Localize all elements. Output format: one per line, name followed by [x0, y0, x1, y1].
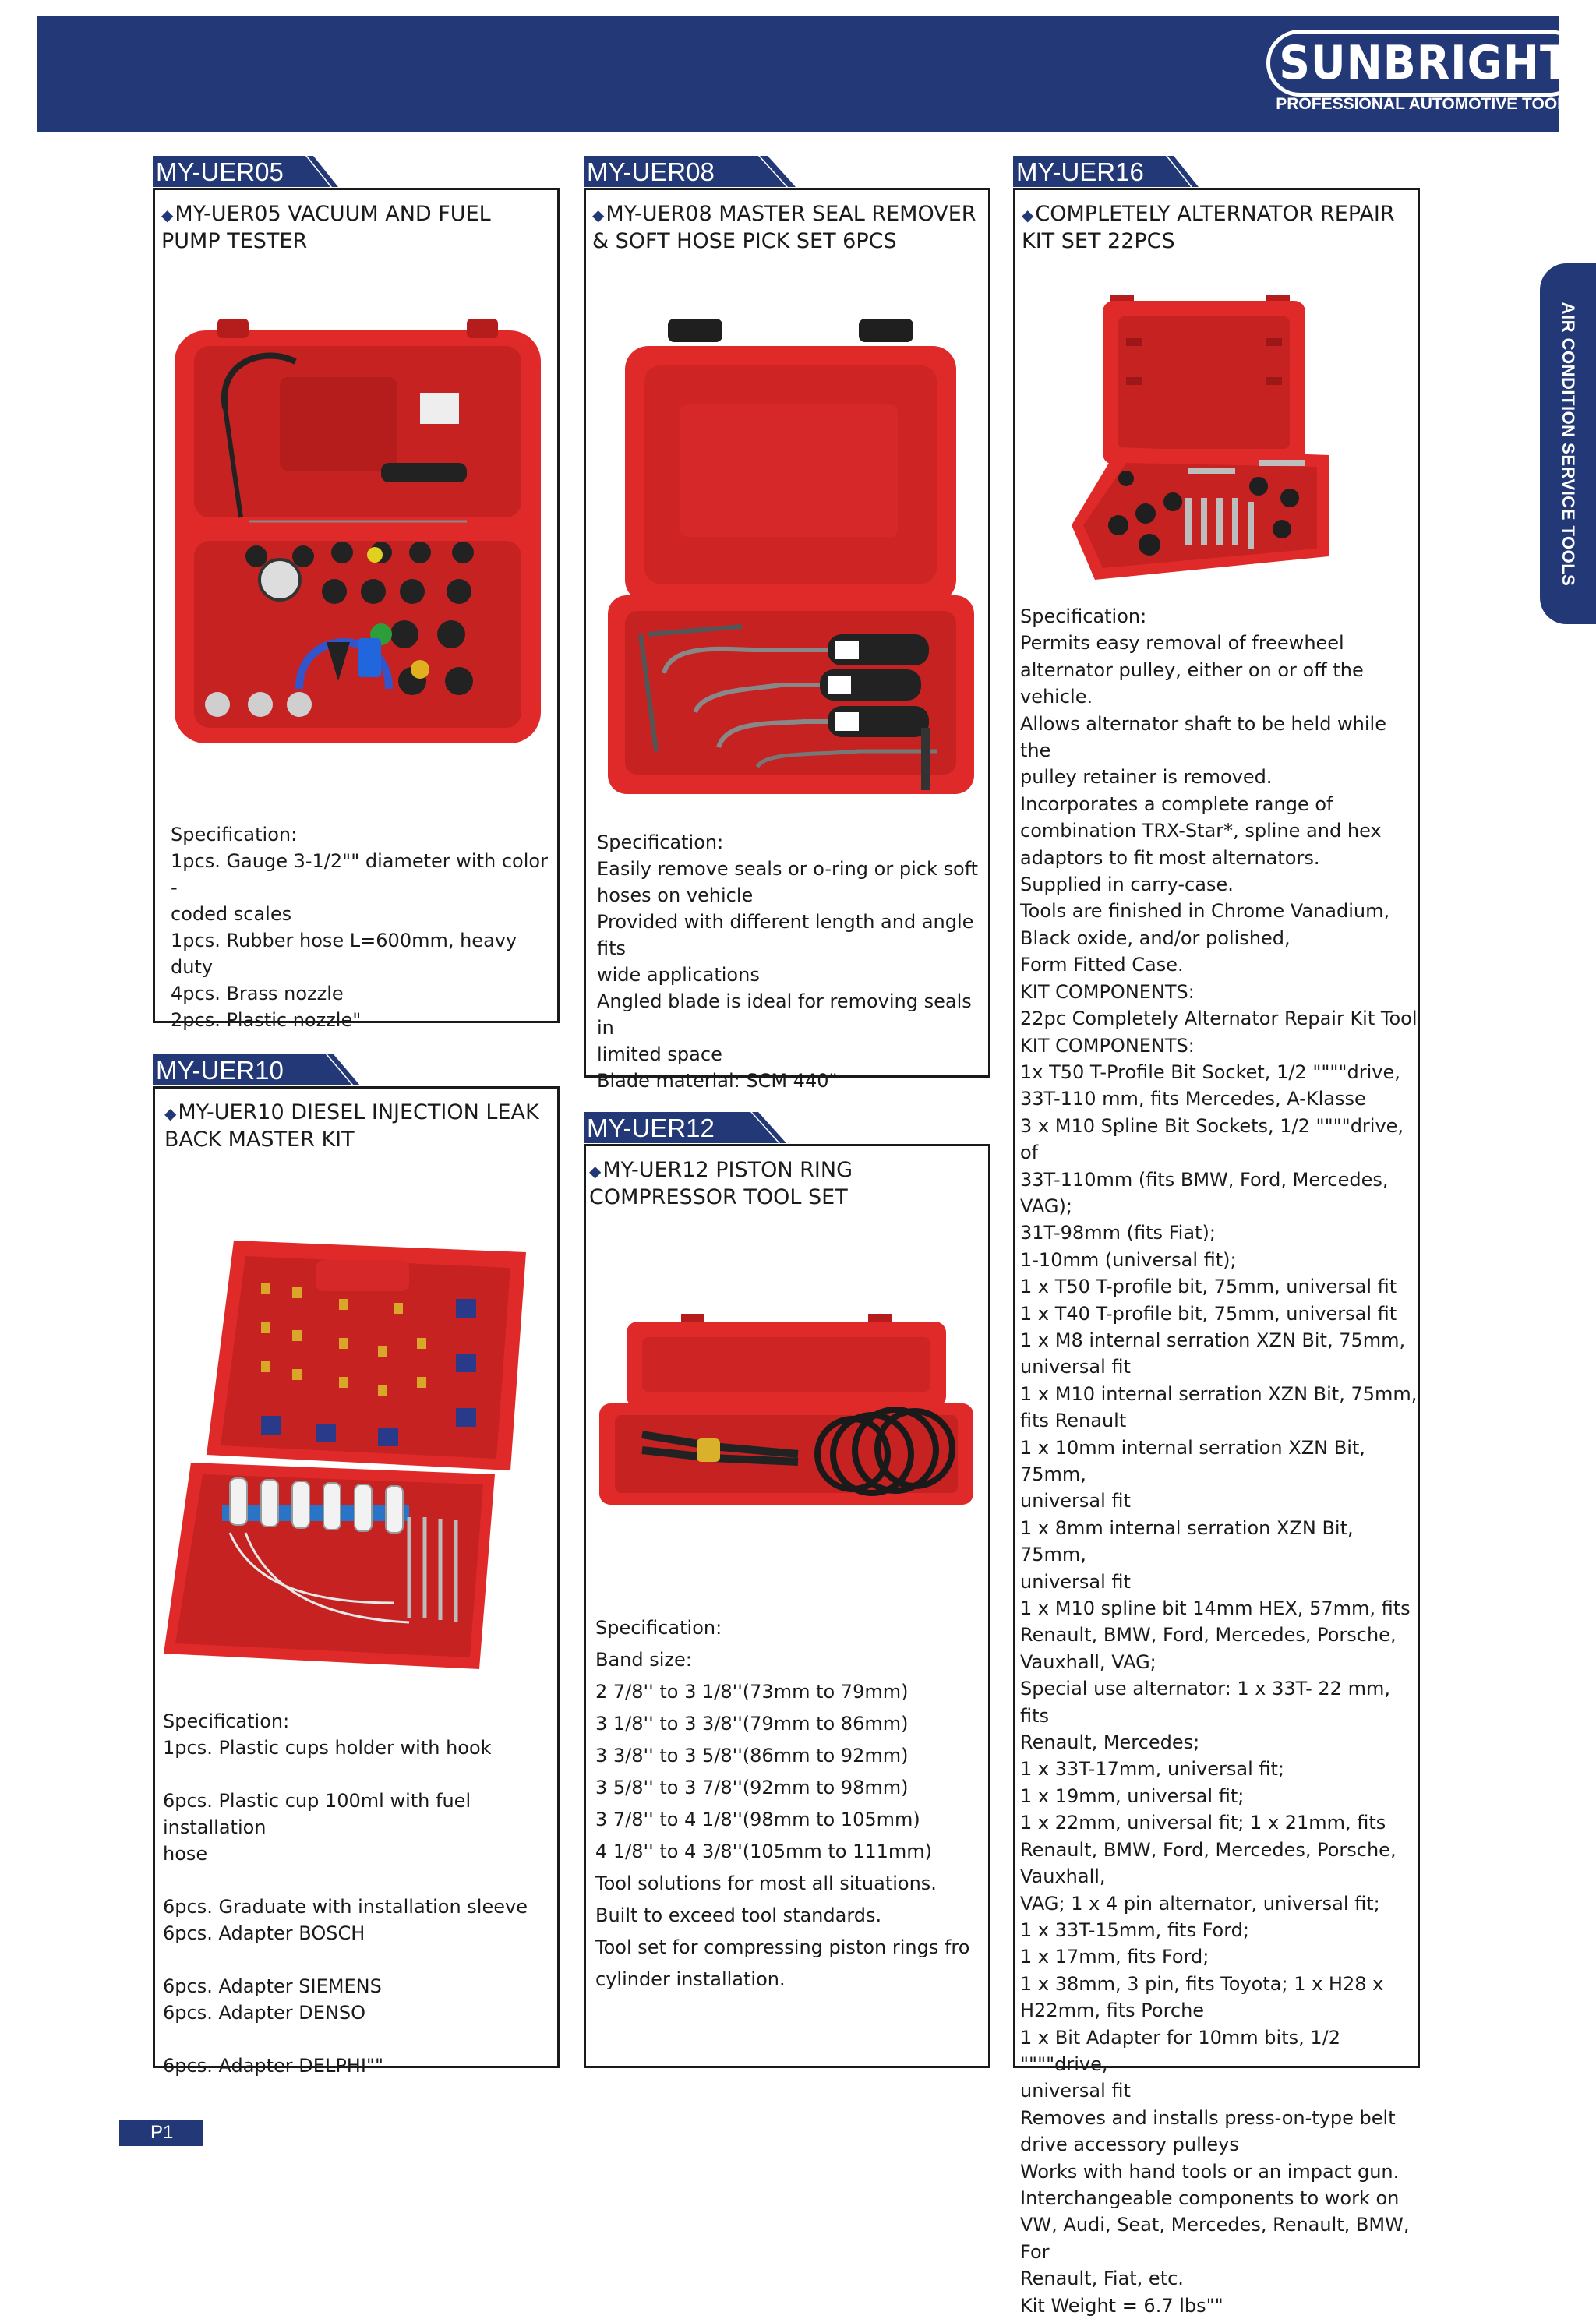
product-title: ◆COMPLETELY ALTERNATOR REPAIR KIT SET 22PCS — [1022, 202, 1395, 253]
product-panel-uer05 — [153, 188, 560, 1031]
category-side-tab — [1540, 263, 1596, 624]
diamond-bullet-icon: ◆ — [161, 206, 174, 224]
product-code: MY-UER08 — [587, 157, 715, 186]
product-photo-uer05 — [171, 315, 543, 747]
header-banner — [37, 16, 1578, 132]
product-spec: Specification: Easily remove seals or o-ring or pick soft hoses on vehicle Provided with different length and angle fits wide applications Angled blade is ideal for removing seals in limited space Blade material: SCM 440" — [597, 831, 979, 1092]
product-code: MY-UER16 — [1016, 157, 1144, 186]
diamond-bullet-icon: ◆ — [1022, 206, 1034, 224]
product-panel-uer10 — [153, 1086, 560, 2077]
product-spec: Specification: Band size: 2 7/8'' to 3 1/8''(73mm to 79mm) 3 1/8'' to 3 3/8''(79mm to 86mm) 3 3/8'' to 3 5/8''(86mm to 92mm) 3 5/8'' to 3 7/8''(92mm to 98mm) 3 7/8'' to 4 1/8''(98mm to 105mm) 4 1/8'' to 4 3/8''(105mm to 111mm) Tool solutions for most all situations. Built to exceed tool standards. Tool set for compressing piston rings fro cylinder installation. — [595, 1617, 970, 1990]
product-title: ◆MY-UER08 MASTER SEAL REMOVER & SOFT HOSE PICK SET 6PCS — [592, 202, 976, 253]
product-tag-uer12 — [584, 1112, 794, 1146]
product-code: MY-UER12 — [587, 1114, 715, 1142]
product-photo-uer12 — [595, 1310, 977, 1512]
product-tag-uer05 — [153, 156, 340, 190]
category-label: AIR CONDITION SERVICE TOOLS — [1559, 302, 1578, 586]
page-number: P1 — [119, 2120, 203, 2146]
product-code: MY-UER10 — [156, 1056, 284, 1085]
diamond-bullet-icon: ◆ — [592, 206, 605, 224]
product-photo-uer08 — [602, 315, 979, 798]
brand-name: SUNBRIGHT — [1279, 36, 1570, 90]
product-spec: Specification: 1pcs. Gauge 3-1/2"" diameter with color - coded scales 1pcs. Rubber hose L=600mm, heavy duty 4pcs. Brass nozzle 2pcs. Plastic nozzle" — [171, 824, 548, 1031]
product-title: ◆MY-UER05 VACUUM AND FUEL PUMP TESTER — [161, 202, 491, 253]
brand-logo — [1266, 30, 1583, 97]
product-panel-uer16 — [1013, 188, 1420, 2317]
product-title: ◆MY-UER10 DIESEL INJECTION LEAK BACK MASTER KIT — [164, 1100, 539, 1152]
product-spec: Specification: Permits easy removal of freewheel alternator pulley, either on or off the vehicle. Allows alternator shaft to be held while the pulley retainer is removed. Incorporates a complete range of combination TRX-Star*, spline and hex adaptors to fit most alternators. Supplied in carry-case. Tools are finished in Chrome Vanadium, Black oxide, and/or polished, Form Fitted Case. KIT COMPONENTS: 22pc Completely Alternator Repair Kit Tool KIT COMPONENTS: 1x T50 T-Profile Bit Socket, 1/2 """"drive, 33T-110 mm, fits Mercedes, A-Klasse 3 x M10 Spline Bit Sockets, 1/2 """"drive, of 33T-110mm (fits BMW, Ford, Mercedes, VAG); 31T-98mm (fits Fiat); 1-10mm (universal fit); 1 x T50 T-profile bit, 75mm, universal fit 1 x T40 T-profile bit, 75mm, universal fit 1 x M8 internal serration XZN Bit, 75mm, universal fit 1 x M10 internal serration XZN Bit, 75mm, fits Renault 1 x 10mm internal serration XZN Bit, 75mm, universal fit 1 x 8mm internal serration XZN Bit, 75mm, universal fit 1 x M10 spline bit 14mm HEX, 57mm, fits Renault, BMW, Ford, Mercedes, Porsche, Vauxhall, VAG; Special use alternator: 1 x 33T- 22 mm, fits Renault, Mercedes; 1 x 33T-17mm, universal fit; 1 x 19mm, universal fit; 1 x 22mm, universal fit; 1 x 21mm, fits Renault, BMW, Ford, Mercedes, Porsche, Vauxhall, VAG; 1 x 4 pin alternator, universal fit; 1 x 33T-15mm, fits Ford; 1 x 17mm, fits Ford; 1 x 38mm, 3 pin, fits Toyota; 1 x H28 x H22mm, fits Porche 1 x Bit Adapter for 10mm bits, 1/2 """"drive, universal fit Removes and installs press-on-type belt drive accessory pulleys Works with hand tools or an impact gun. Interchangeable components to work on VW, Audi, Seat, Mercedes, Renault, BMW, For Renault, Fiat, etc. Kit Weight = 6.7 lbs"" — [1020, 605, 1418, 2317]
product-photo-uer16 — [1064, 291, 1344, 588]
diamond-bullet-icon: ◆ — [589, 1162, 602, 1181]
product-code: MY-UER05 — [156, 157, 284, 186]
product-panel-uer08 — [584, 188, 990, 1092]
product-tag-uer10 — [153, 1054, 363, 1089]
product-tag-uer08 — [584, 156, 794, 190]
product-photo-uer10 — [160, 1237, 542, 1673]
product-title: ◆MY-UER12 PISTON RING COMPRESSOR TOOL SET — [589, 1158, 853, 1209]
diamond-bullet-icon: ◆ — [164, 1104, 177, 1123]
brand-tagline: PROFESSIONAL AUTOMOTIVE TOOLS — [1276, 95, 1578, 113]
product-spec: Specification: 1pcs. Plastic cups holder with hook 6pcs. Plastic cup 100ml with fuel installation hose 6pcs. Graduate with installation sleeve 6pcs. Adapter BOSCH 6pcs. Adapter SIEMENS 6pcs. Adapter DENSO 6pcs. Adapter DELPHI"" — [163, 1710, 528, 2077]
product-panel-uer12 — [584, 1144, 990, 2068]
product-tag-uer16 — [1013, 156, 1200, 190]
